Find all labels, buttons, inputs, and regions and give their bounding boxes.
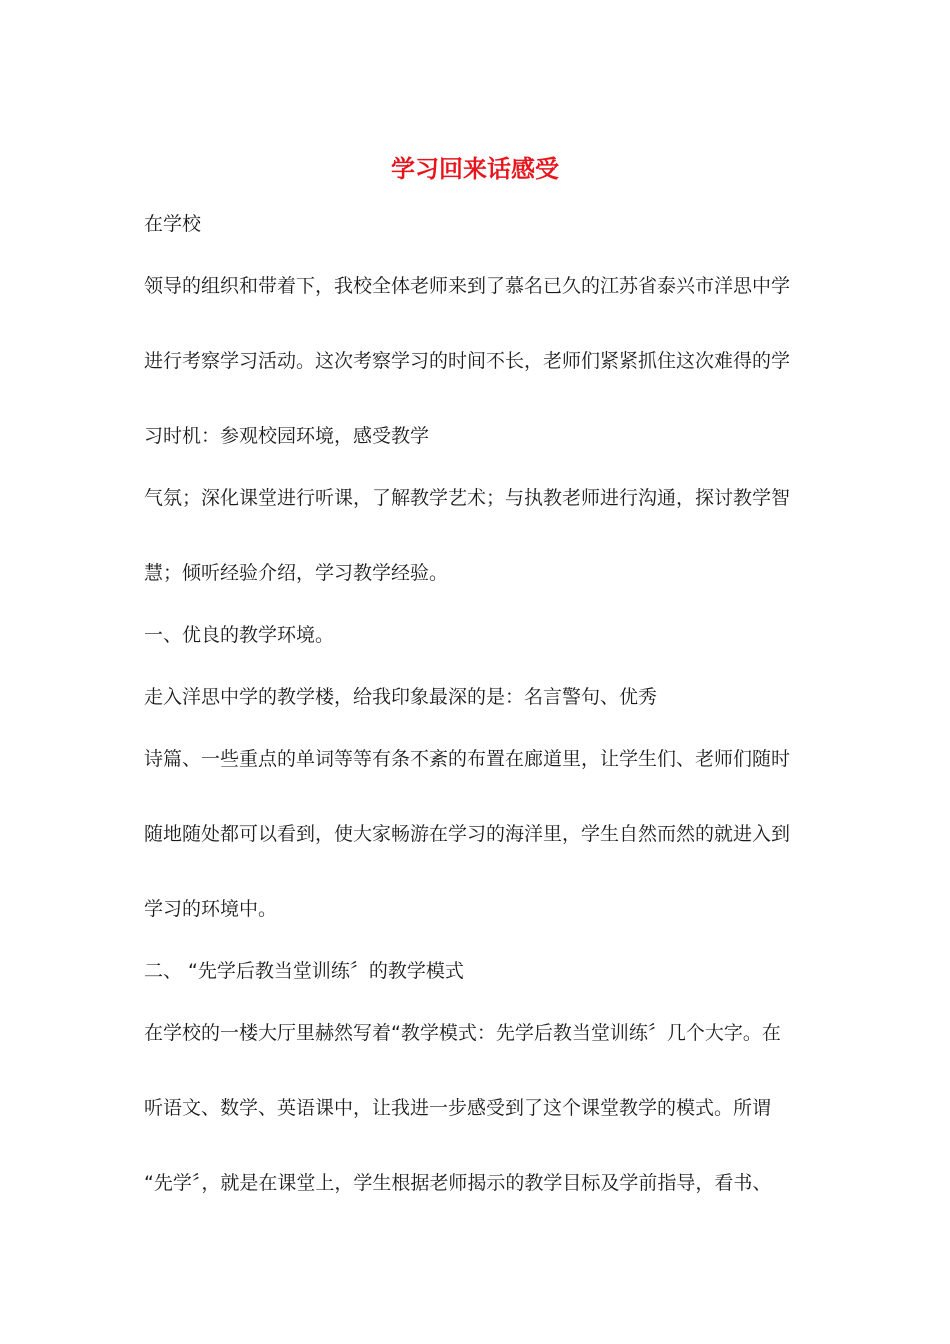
paragraph-line: 随地随处都可以看到，使大家畅游在学习的海洋里，学生自然而然的就进入到	[144, 823, 791, 845]
paragraph-line: “先学〞，就是在课堂上，学生根据老师揭示的教学目标及学前指导，看书、	[144, 1172, 772, 1194]
paragraph-line: 在学校的一楼大厅里赫然写着“教学模式：先学后教当堂训练〞几个大字。在	[144, 1022, 781, 1044]
paragraph-line: 习时机：参观校园环境，感受教学	[144, 425, 430, 447]
paragraph-line: 进行考察学习活动。这次考察学习的时间不长，老师们紧紧抓住这次难得的学	[144, 350, 791, 372]
paragraph-line: 听语文、数学、英语课中，让我进一步感受到了这个课堂教学的模式。所谓	[144, 1097, 772, 1119]
document-title: 学习回来话感受	[391, 155, 559, 183]
paragraph-line: 诗篇、一些重点的单词等等有条不紊的布置在廊道里，让学生们、老师们随时	[144, 748, 791, 770]
paragraph-line: 在学校	[144, 213, 202, 235]
paragraph-line: 走入洋思中学的教学楼，给我印象最深的是：名言警句、优秀	[144, 686, 658, 708]
paragraph-line: 气氛；深化课堂进行听课，了解教学艺术；与执教老师进行沟通，探讨教学智	[144, 487, 791, 509]
paragraph-line: 领导的组织和带着下，我校全体老师来到了慕名已久的江苏省泰兴市洋思中学	[144, 275, 791, 297]
paragraph-line: 学习的环境中。	[144, 898, 278, 920]
section-heading: 二、 “先学后教当堂训练〞的教学模式	[144, 960, 464, 982]
section-heading: 一、优良的教学环境。	[144, 624, 335, 646]
paragraph-line: 慧；倾听经验介绍，学习教学经验。	[144, 562, 449, 584]
